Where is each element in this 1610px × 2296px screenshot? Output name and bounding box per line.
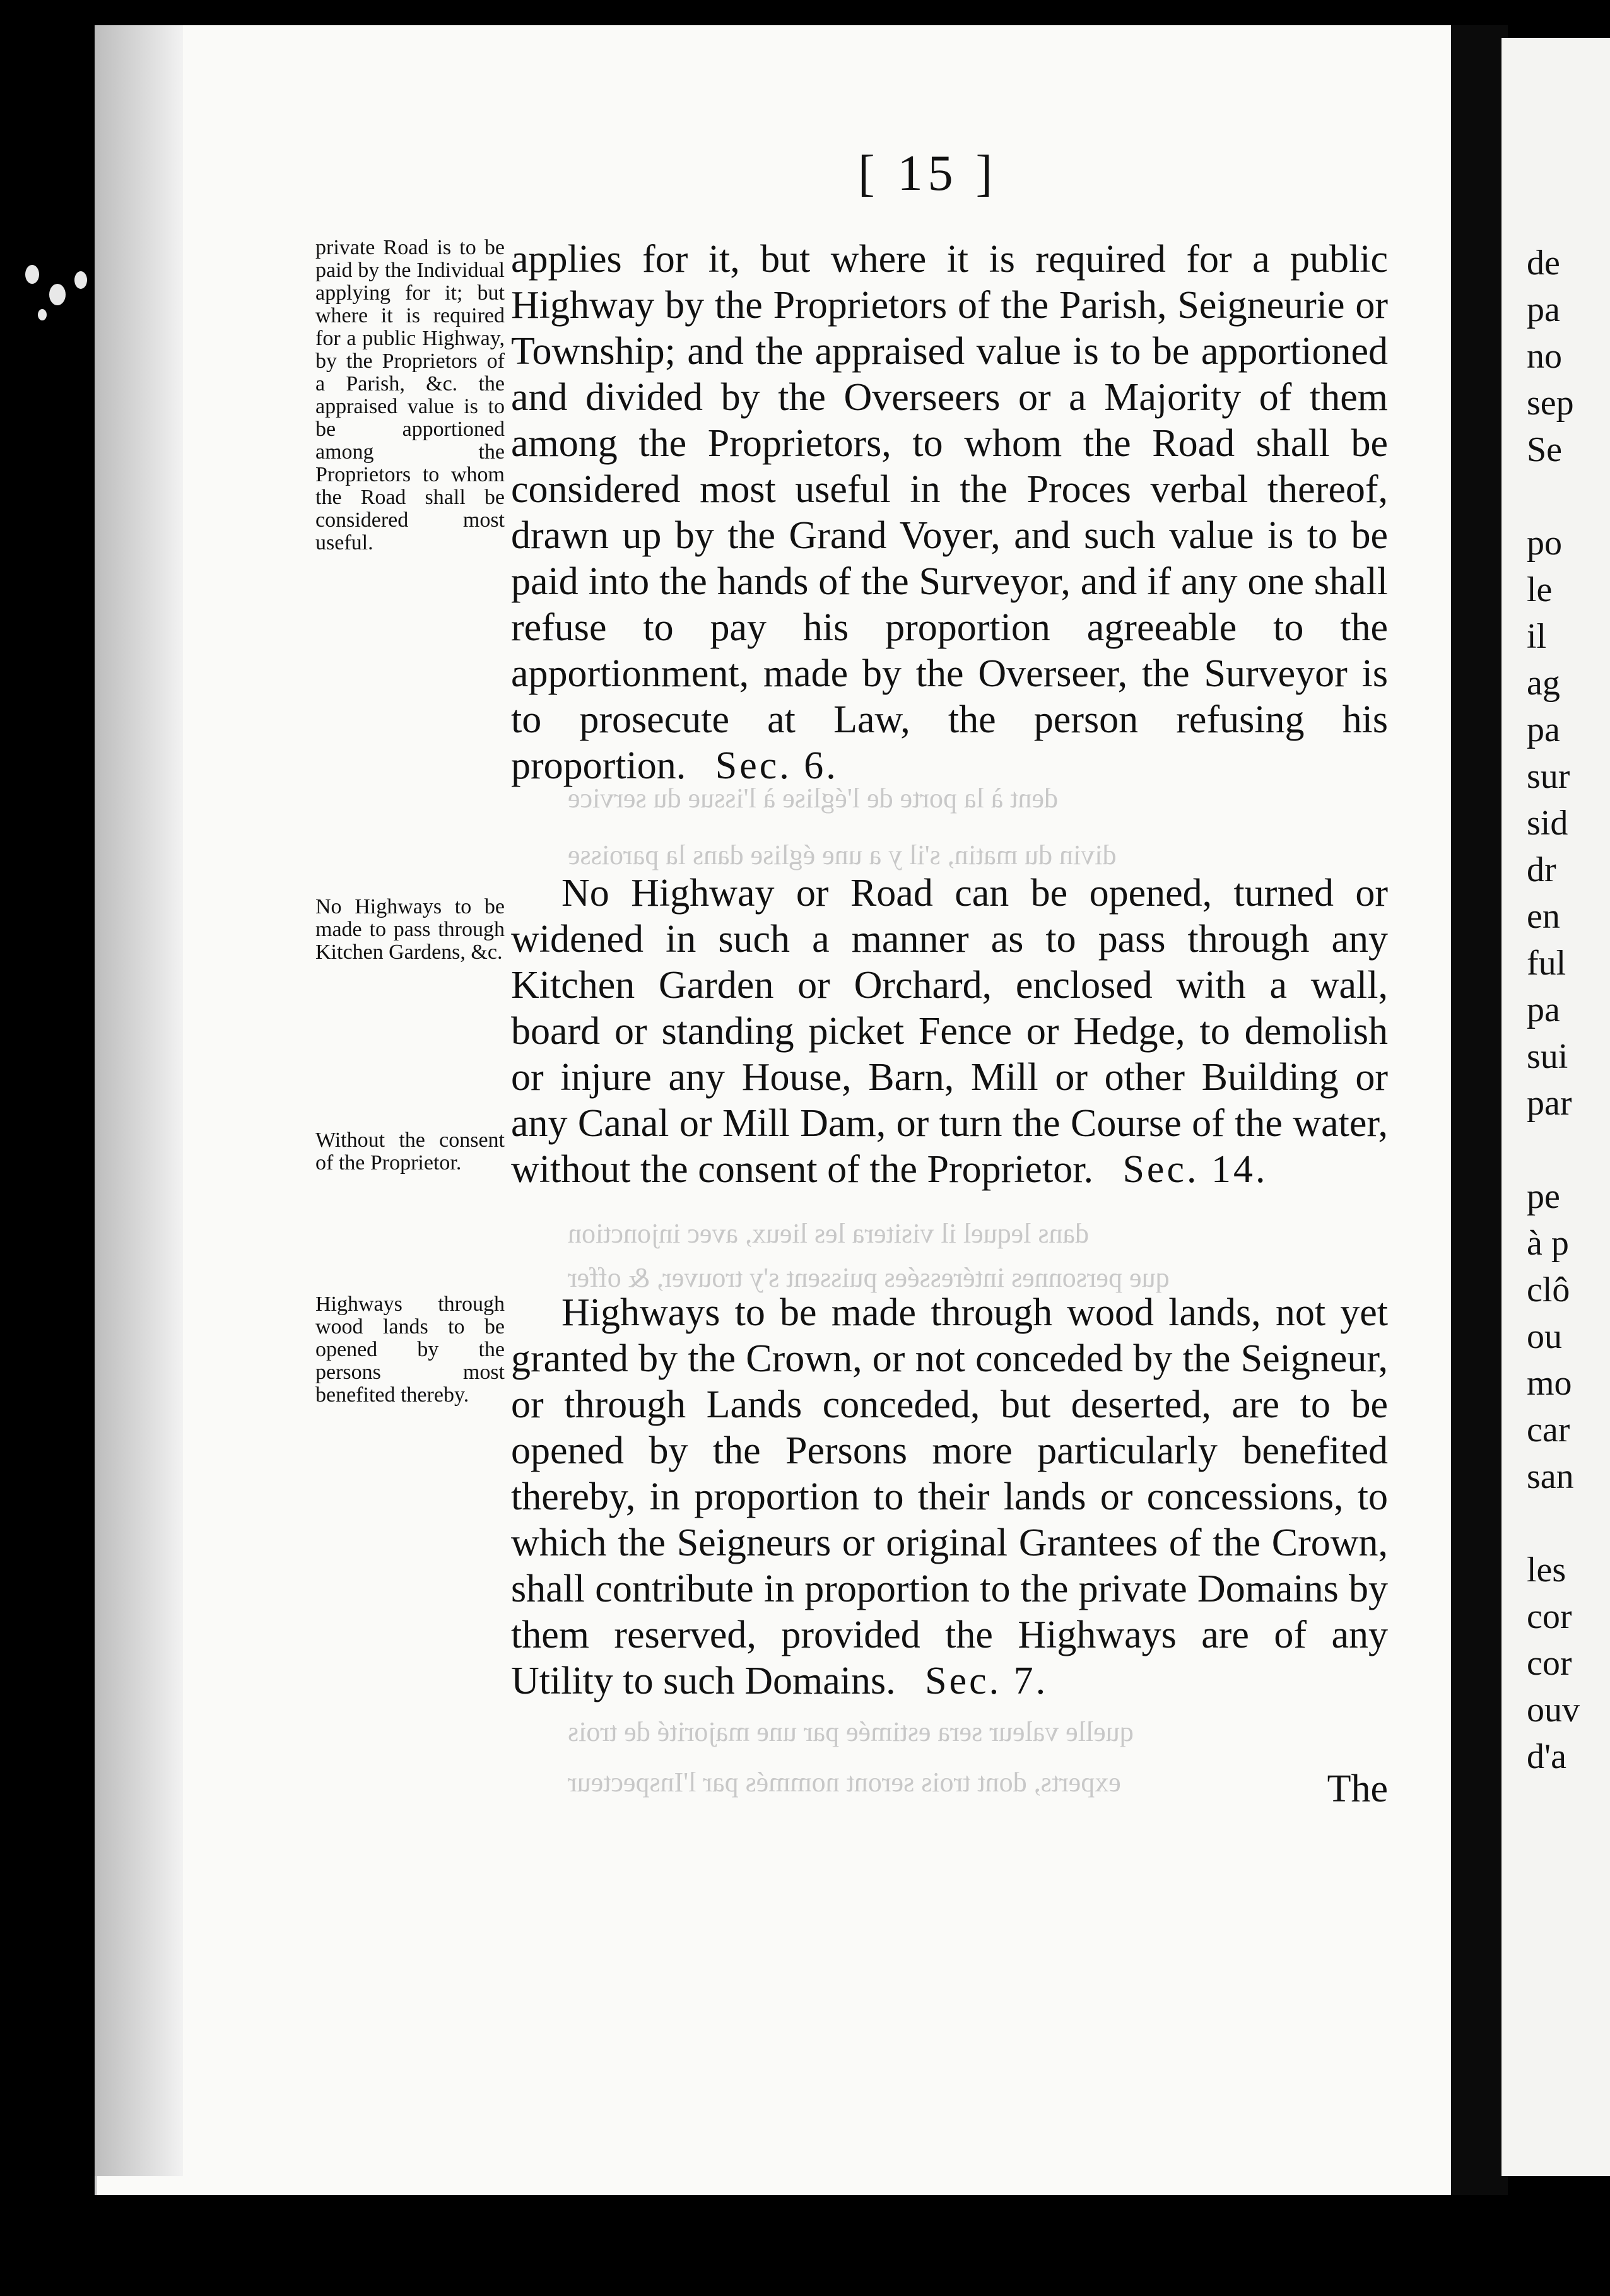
facing-page-line: mo — [1527, 1364, 1572, 1403]
facing-page-text — [1501, 38, 1610, 1780]
facing-page-line: en — [1527, 897, 1560, 936]
page-number-header: [ 15 ] — [858, 146, 998, 201]
facing-page-line: po — [1527, 524, 1562, 563]
margin-note-no-highways: No Highways to be made to pass through Kitchen Gardens, &c. — [315, 895, 505, 964]
facing-page-line: clô — [1527, 1270, 1570, 1309]
facing-page-line: sid — [1527, 804, 1568, 843]
facing-page-line: ou — [1527, 1317, 1562, 1356]
scan-speck — [74, 271, 87, 289]
section-reference: Sec. 14. — [1122, 1148, 1268, 1191]
facing-page-line: par — [1527, 1084, 1572, 1123]
bleed-through: dans lequel il visitera les lieux, avec injonction — [568, 1218, 1089, 1249]
facing-page-line: il — [1527, 617, 1547, 656]
facing-page-line: car — [1527, 1410, 1570, 1450]
facing-page-line — [1501, 1500, 1610, 1547]
facing-page-line: pe — [1527, 1177, 1560, 1216]
scan-speck — [38, 309, 47, 320]
facing-page-line — [1501, 1127, 1610, 1173]
scan-speck — [25, 265, 39, 284]
facing-page-line: de — [1527, 243, 1560, 283]
paragraph-text: No Highway or Road can be opened, turned or widened in such a manner as to pass through any Kitchen Garden or Orchard, enclosed with a wall, board or standing picket Fence or Hedge, to demolish or injure any House, Barn, Mill or other Building or any Canal or Mill Dam, or turn the Course of the water, without the consent of the Proprietor. — [511, 872, 1388, 1191]
margin-note-consent: Without the consent of the Proprietor. — [315, 1128, 505, 1174]
facing-page-line: dr — [1527, 850, 1556, 889]
page-gutter-shadow — [95, 25, 183, 2176]
catchword: The — [1327, 1767, 1388, 1810]
section-reference: Sec. 6. — [715, 744, 838, 787]
margin-note-private-road: private Road is to be paid by the Individual applying for it; but where it is required for a public Highway, by the Proprietors of a Parish, &c. the appraised value is to be apportioned among the Proprietors to whom the Road shall be considered most useful. — [315, 236, 505, 554]
margin-note-wood-lands: Highways through wood lands to be opened by the persons most benefited thereby. — [315, 1292, 505, 1407]
bleed-through: quelle valeur sera estimée par une majorité de trois — [568, 1716, 1134, 1747]
facing-page-line — [1501, 473, 1610, 520]
facing-page-line: san — [1527, 1457, 1574, 1496]
scan-speck — [49, 284, 66, 305]
catchword-line — [511, 1766, 1388, 1812]
bleed-through: dent à la porte de l'église à l'issue du service — [568, 783, 1059, 814]
facing-page-line: pa — [1527, 990, 1560, 1029]
facing-page-line: pa — [1527, 710, 1560, 749]
facing-page-line: d'a — [1527, 1737, 1566, 1776]
paragraph-section-7 — [511, 1290, 1388, 1704]
facing-page-line: cor — [1527, 1644, 1572, 1683]
facing-page-line: à p — [1527, 1224, 1569, 1263]
facing-page-line: le — [1527, 570, 1553, 609]
facing-page-line: Se — [1527, 430, 1562, 469]
facing-page-line: ouv — [1527, 1690, 1580, 1730]
facing-page-line: cor — [1527, 1597, 1572, 1636]
facing-page-line: no — [1527, 337, 1562, 376]
paragraph-text: Highways to be made through wood lands, not yet granted by the Crown, or not conceded by the Seigneur, or through Lands conceded, but deserted, are to be opened by the Persons more particularly benefited thereby, in proportion to their lands or concessions, to which the Seigneurs or original Grantees of the Crown, shall contribute in proportion to the private Domains by them reserved, provided the Highways are of any Utility to such Domains. — [511, 1291, 1388, 1702]
bleed-through: que personnes intéressées puissent s'y trouver, & offer — [568, 1262, 1170, 1293]
section-reference: Sec. 7. — [925, 1660, 1049, 1702]
facing-page-line: ful — [1527, 944, 1566, 983]
facing-page-line: les — [1527, 1550, 1566, 1590]
facing-page-line: sui — [1527, 1037, 1568, 1076]
facing-page-line: pa — [1527, 290, 1560, 329]
facing-page-line: ag — [1527, 664, 1560, 703]
bleed-through: divin du matin, s'il y a une église dans la paroisse — [568, 840, 1117, 870]
facing-page — [1501, 38, 1610, 2176]
bleed-through: experts, dont trois seront nommés par l'Inspecteur — [568, 1767, 1121, 1798]
book-spine — [1451, 25, 1508, 2195]
paragraph-section-6 — [511, 237, 1388, 789]
facing-page-line: sur — [1527, 757, 1570, 796]
paragraph-section-14 — [511, 870, 1388, 1193]
paragraph-text: applies for it, but where it is required for a public Highway by the Proprietors of the Parish, Seigneurie or Township; and the appraised value is to be apportioned and divided by the Overseers or a Majority of them among the Proprietors, to whom the Road shall be considered most useful in the Proces verbal thereof, drawn up by the Grand Voyer, and such value is to be paid into the hands of the Surveyor, and if any one shall refuse to pay his proportion agreeable to the apportionment, made by the Overseer, the Surveyor is to prosecute at Law, the person refusing his proportion. — [511, 238, 1388, 787]
facing-page-line: sep — [1527, 384, 1574, 423]
